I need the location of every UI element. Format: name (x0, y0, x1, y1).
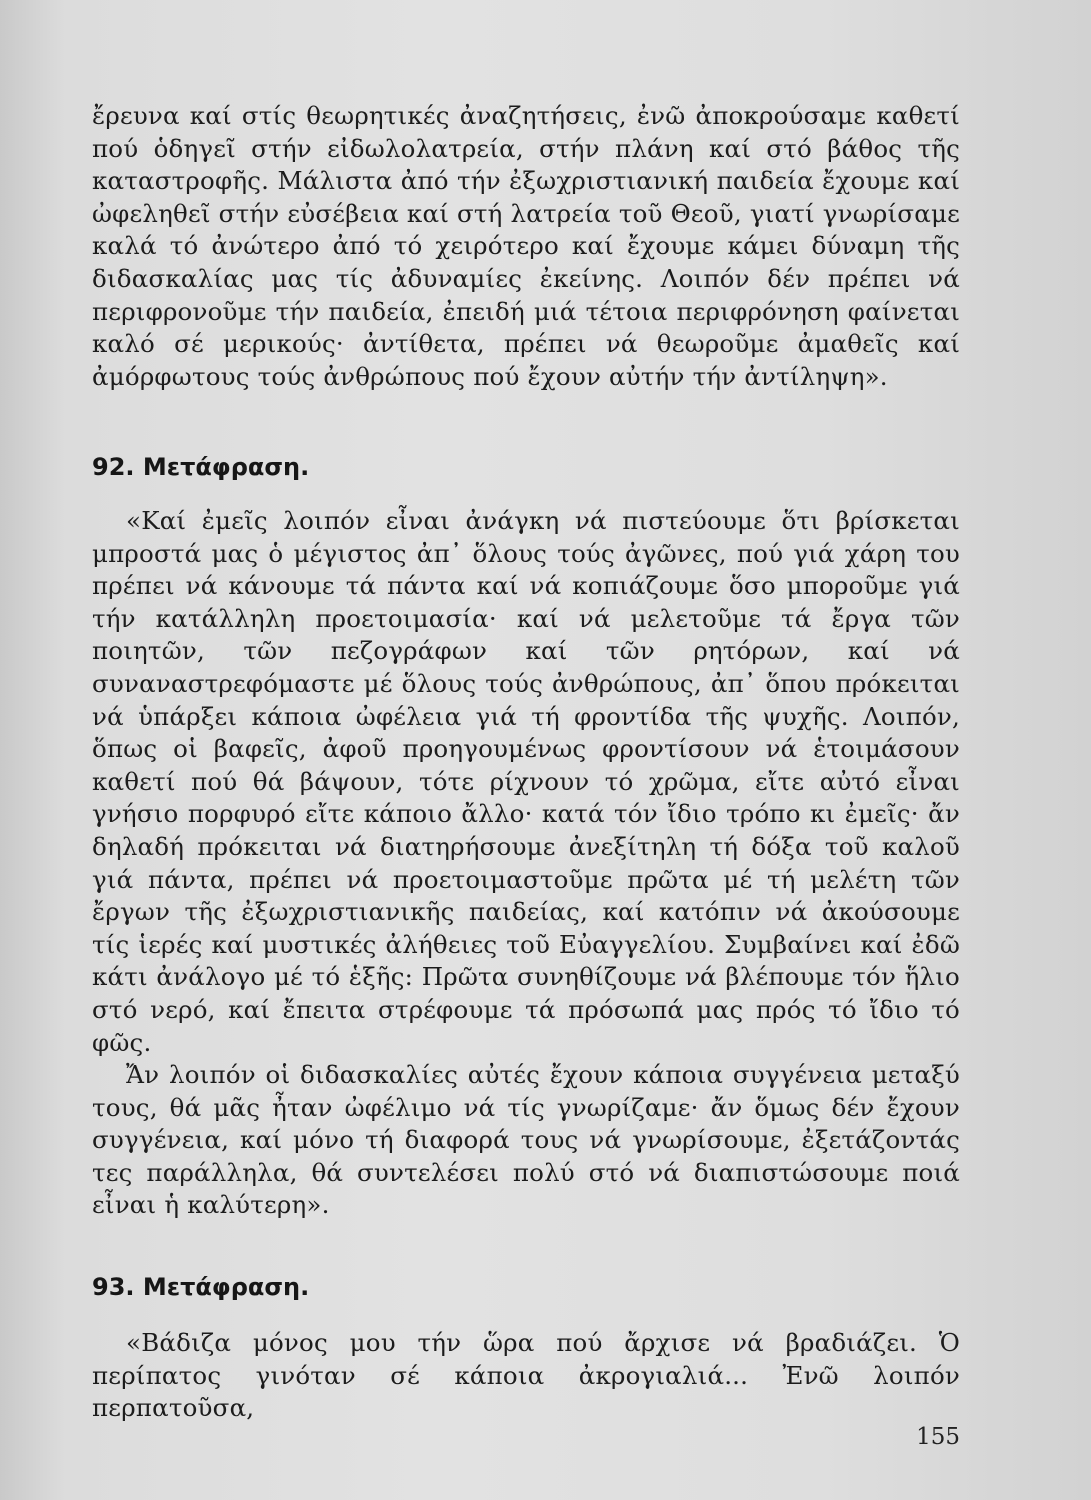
section-92-paragraph-1: «Καί ἐμεῖς λοιπόν εἶναι ἀνάγκη νά πιστεύουμε ὅτι βρίσκεται μπροστά μας ὁ μέγιστος ἀπ᾽ ὅλους τούς ἀγῶνες, πού γιά χάρη του πρέπει νά κάνουμε τά πάντα καί νά κοπιάζουμε ὅσο μποροῦμε γιά τήν κατάλληλη προετοιμασία· καί νά μελετοῦμε τά ἔργα τῶν ποιητῶν, τῶν πεζογράφων καί τῶν ρητόρων, καί νά συναναστρεφόμαστε μέ ὅλους τούς ἀνθρώπους, ἀπ᾽ ὅπου πρόκειται νά ὑπάρξει κάποια ὠφέλεια γιά τή φροντίδα τῆς ψυχῆς. Λοιπόν, ὅπως οἱ βαφεῖς, ἀφοῦ προηγουμένως φροντίσουν νά ἑτοιμάσουν καθετί πού θά βάψουν, τότε ρίχνουν τό χρῶμα, εἴτε αὐτό εἶναι γνήσιο πορφυρό εἴτε κάποιο ἄλλο· κατά τόν ἴδιο τρόπο κι ἐμεῖς· ἄν δηλαδή πρόκειται νά διατηρήσουμε ἀνεξίτηλη τή δόξα τοῦ καλοῦ γιά πάντα, πρέπει νά προετοιμαστοῦμε πρῶτα μέ τή μελέτη τῶν ἔργων τῆς ἐξωχριστιανικῆς παιδείας, καί κατόπιν νά ἀκούσουμε τίς ἱερές καί μυστικές ἀλήθειες τοῦ Εὐαγγελίου. Συμβαίνει καί ἐδῶ κάτι ἀνάλογο μέ τό ἑξῆς: Πρῶτα συνηθίζουμε νά βλέπουμε τόν ἥλιο στό νερό, καί ἔπειτα στρέφουμε τά πρόσωπά μας πρός τό ἴδιο τό φῶς. (92, 506, 960, 1057)
section-92-heading: 92. Μετάφραση. (92, 453, 310, 481)
paragraph-top-text: ἔρευνα καί στίς θεωρητικές ἀναζητήσεις, ἐνῶ ἀποκρούσαμε καθετί πού ὁδηγεῖ στήν εἰδωλολατρεία, στήν πλάνη καί στό βάθος τῆς καταστροφῆς. Μάλιστα ἀπό τήν ἐξωχριστιανική παιδεία ἔχουμε καί ὠφεληθεῖ στήν εὐσέβεια καί στή λατρεία τοῦ Θεοῦ, γιατί γνωρίσαμε καλά τό ἀνώτερο ἀπό τό χειρότερο καί ἔχουμε κάμει δύναμη τῆς διδασκαλίας μας τίς ἀδυναμίες ἐκείνης. Λοιπόν δέν πρέπει νά περιφρονοῦμε τήν παιδεία, ἐπειδή μιά τέτοια περιφρόνηση φαίνεται καλό σέ μερικούς· ἀντίθετα, πρέπει νά θεωροῦμε ἀμαθεῖς καί ἀμόρφωτους τούς ἀνθρώπους πού ἔχουν αὐτήν τήν ἀντίληψη». (92, 101, 960, 391)
section-93-heading: 93. Μετάφραση. (92, 1273, 310, 1301)
section-92-paragraph-2: Ἄν λοιπόν οἱ διδασκαλίες αὐτές ἔχουν κάποια συγγένεια μεταξύ τους, θά μᾶς ἦταν ὠφέλιμο νά τίς γνωρίζαμε· ἄν ὅμως δέν ἔχουν συγγένεια, καί μόνο τή διαφορά τους νά γνωρίσουμε, ἐξετάζοντάς τες παράλληλα, θά συντελέσει πολύ στό νά διαπιστώσουμε ποιά εἶναι ἡ καλύτερη». (92, 1060, 960, 1220)
paragraph-continuation (92, 100, 960, 393)
section-93-paragraph-1: «Βάδιζα μόνος μου τήν ὥρα πού ἄρχισε νά βραδιάζει. Ὁ περίπατος γινόταν σέ κάποια ἀκρογιαλιά... Ἐνῶ λοιπόν περπατοῦσα, (92, 1328, 960, 1423)
page-number: 155 (916, 1424, 960, 1450)
section-93-body (92, 1327, 960, 1425)
section-92-body (92, 505, 960, 1222)
